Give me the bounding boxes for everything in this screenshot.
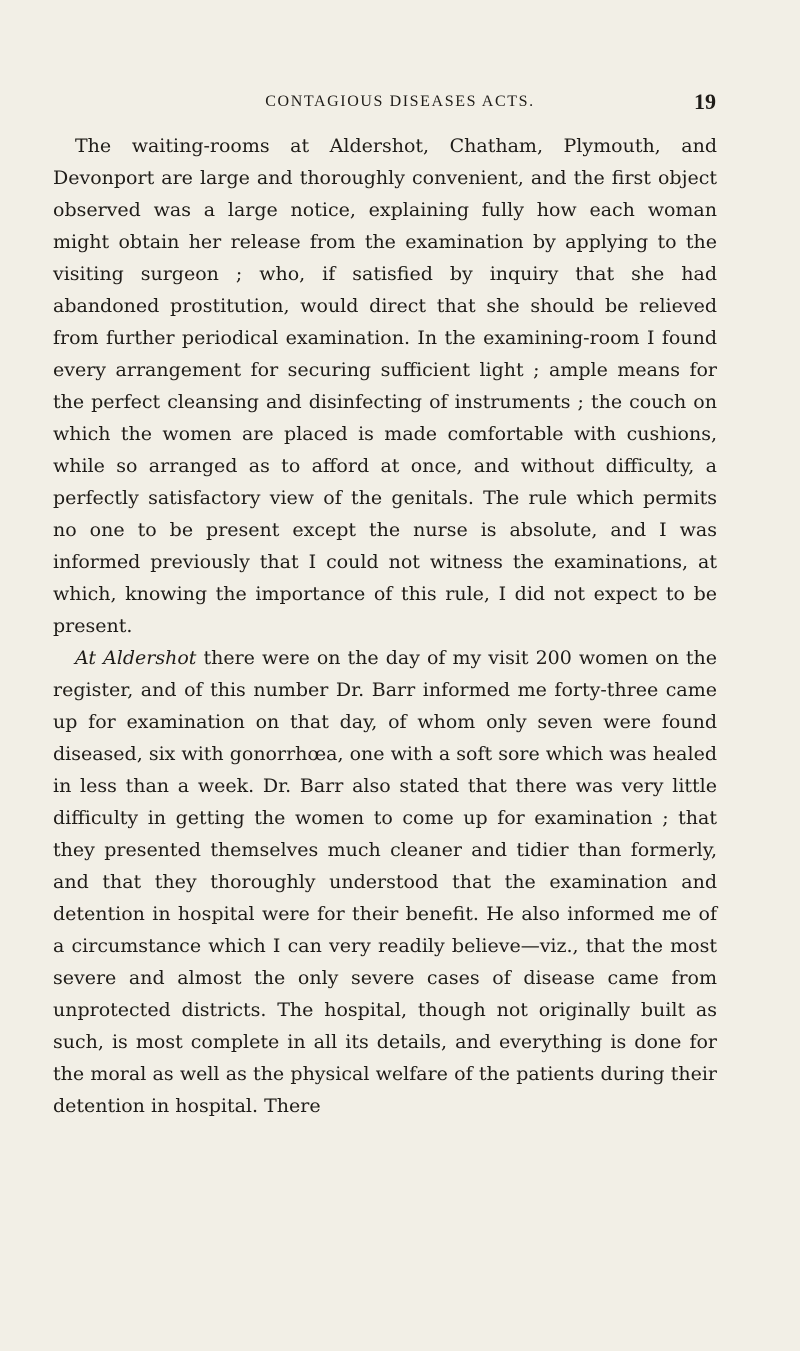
running-head (0, 89, 800, 119)
paragraph-aldershot (53, 642, 717, 1122)
paragraph-text: there were on the day of my visit 200 women on the register, and of this number Dr. Barr informed me forty-three came up for examination on that day, of whom only seven were found diseased, six with gonorrhœa, one with a soft sore which was healed in less than a week. Dr. Barr also stated that there was very little difficulty in getting the women to come up for examination ; that they presented themselves much cleaner and tidier than formerly, and that they thoroughly understood that the examination and detention in hospital were for their benefit. He also informed me of a circumstance which I can very readily believe—viz., that the most severe and almost the only severe cases of disease came from unprotected districts. The hospital, though not originally built as such, is most complete in all its details, and everything is done for the moral as well as the physical welfare of the patients during their detention in hospital. There (53, 647, 717, 1117)
place-name-aldershot: At Aldershot (75, 647, 197, 669)
paragraph-waiting-rooms (53, 130, 717, 642)
running-title: CONTAGIOUS DISEASES ACTS. (265, 93, 535, 110)
page-number: 19 (694, 89, 716, 114)
body-text (53, 130, 717, 1122)
paragraph-text: The waiting-rooms at Aldershot, Chatham, Plymouth, and Devonport are large and thoroughly convenient, and the first object observed was a large notice, explaining fully how each woman might obtain her release from the examination by applying to the visiting surgeon ; who, if satisfied by inquiry that she had abandoned prostitution, would direct that she should be relieved from further periodical examination. In the examining-room I found every arrangement for securing sufficient light ; ample means for the perfect cleansing and disinfecting of instruments ; the couch on which the women are placed is made comfortable with cushions, while so arranged as to afford at once, and without difficulty, a perfectly satisfactory view of the genitals. The rule which permits no one to be present except the nurse is absolute, and I was informed previously that I could not witness the examinations, at which, knowing the importance of this rule, I did not expect to be present. (53, 135, 717, 637)
